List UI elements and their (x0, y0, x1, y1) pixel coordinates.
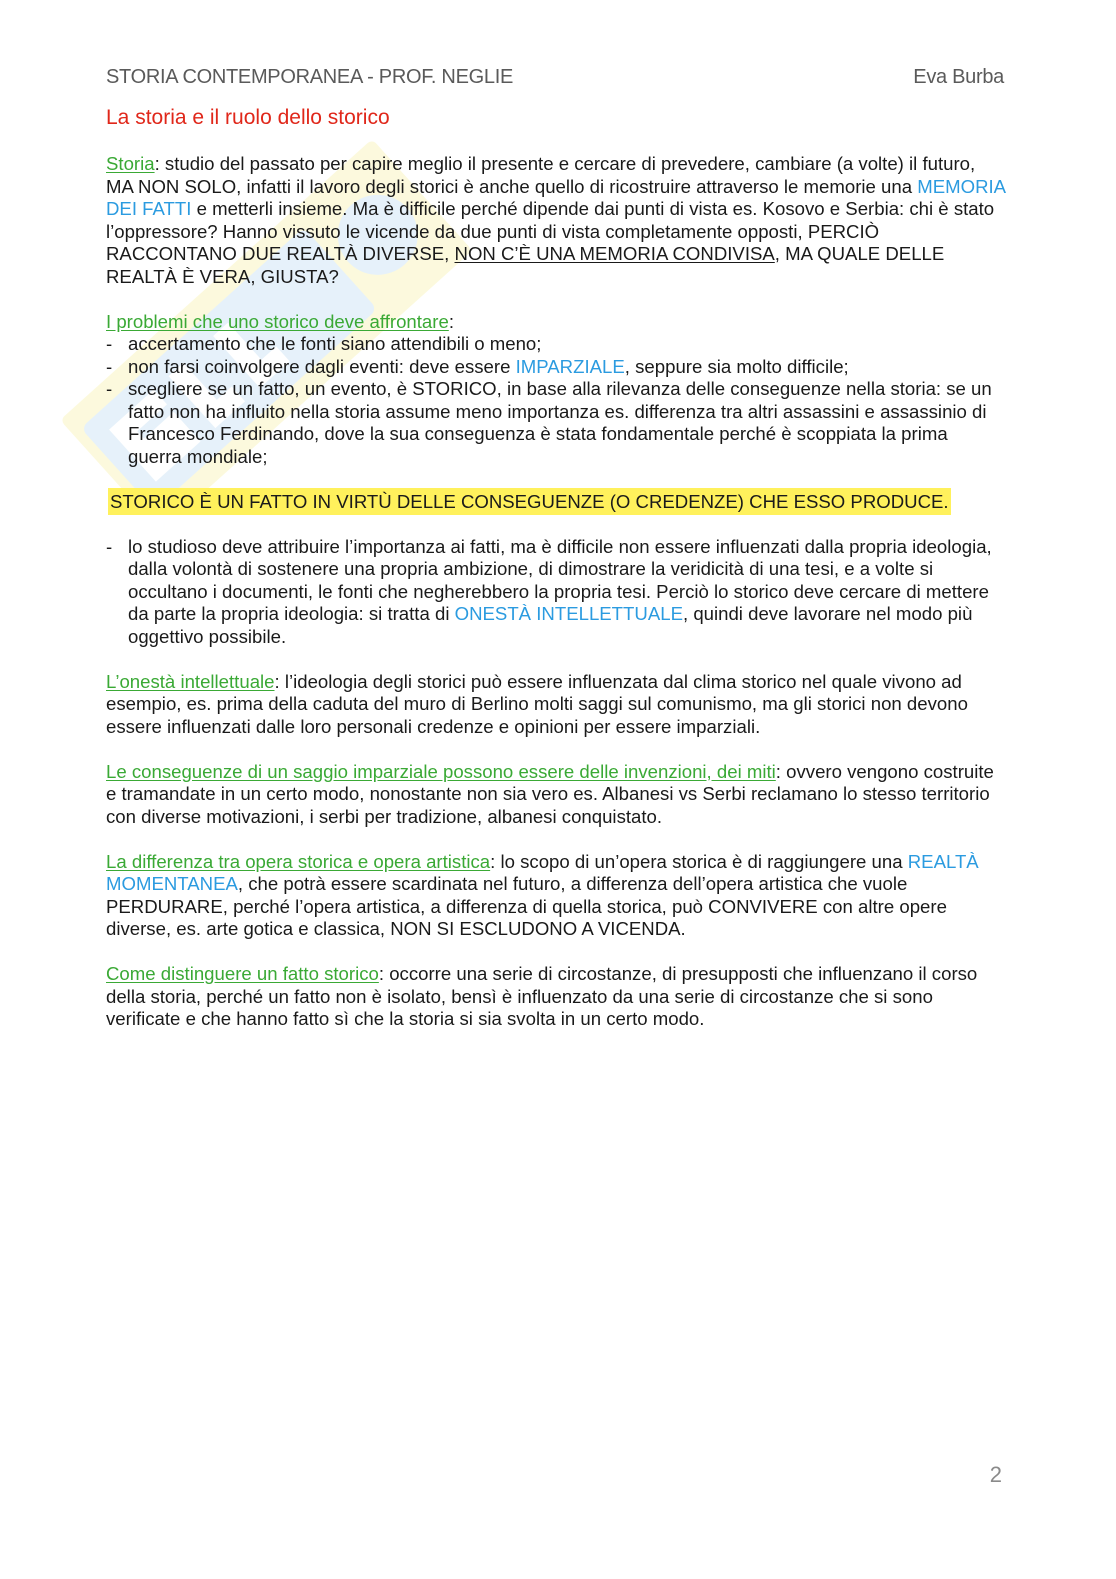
paragraph-onesta (106, 671, 1006, 739)
page-number: 2 (989, 1462, 1002, 1487)
paragraph-storia (106, 153, 1006, 288)
page-title: La storia e il ruolo dello storico (106, 106, 390, 129)
text: : lo scopo di un’opera storica è di raggiungere una (490, 850, 908, 872)
text: , quindi deve lavorare nel modo più oggettivo possibile. (128, 603, 973, 647)
header-course: STORIA CONTEMPORANEA - PROF. NEGLIE (106, 66, 513, 88)
text: e metterli insieme. Ma è difficile perché dipende dai punti di vista es. Kosovo e Serbia: chi è stato l’oppressore? Hanno vissuto le vicende da due punti di vista completamente opposti, PERCIÒ RACCONTANO DUE REALTÀ DIVERSE, (106, 198, 995, 264)
term-differenza: La differenza tra opera storica e opera artistica (106, 850, 491, 872)
highlighted-statement (106, 491, 1006, 514)
problems-list (106, 333, 1006, 468)
problems-section (106, 311, 1006, 469)
term-onesta: L’onestà intellettuale (106, 670, 275, 692)
text: : studio del passato per capire meglio il presente e cercare di prevedere, cambiare (a volte) il futuro, MA NON SOLO, infatti il lavoro degli storici è anche quello di ricostruire attraverso le memorie una (106, 153, 976, 197)
term-problemi: I problemi che uno storico deve affrontare (106, 310, 449, 332)
document-body (106, 153, 1006, 1053)
list-item (128, 536, 1006, 649)
highlight-text: STORICO È UN FATTO IN VIRTÙ DELLE CONSEGUENZE (O CREDENZE) CHE ESSO PRODUCE. (108, 488, 951, 515)
list-item: - scegliere se un fatto, un evento, è STORICO, in base alla rilevanza delle conseguenze nella storia: se un fatto non ha influito nella storia assume meno importanza es. differenza tra altri assassini e assassinio di Francesco Ferdinando, dove la sua conseguenza è stata fondamentale perché è scoppiata la prima guerra mondiale; (128, 378, 1006, 468)
header-author: Eva Burba (913, 66, 1004, 88)
list-item (128, 356, 1006, 379)
text: lo studioso deve attribuire l’importanza ai fatti, ma è difficile non essere influenzati dalla propria ideologia, dalla volontà di sostenere una propria ambizione, di dimostrare la veridicità di una tesi, e a volte si occultano i documenti, le fonti che negherebbero la propria tesi. Perciò lo storico deve cercare di mettere da parte la propria ideologia: si tratta di (128, 535, 992, 624)
text: : ovvero vengono costruite e tramandate in un certo modo, nonostante non sia vero es. Albanesi vs Serbi reclamano lo stesso territorio con diverse motivazioni, i serbi per tradizione, albanesi conquistato. (106, 760, 994, 827)
ideology-list (106, 536, 1006, 649)
blue-text: MEMORIA DEI FATTI (106, 175, 1006, 219)
blue-text: ONESTÀ INTELLETTUALE (454, 603, 683, 624)
term-conseguenze: Le conseguenze di un saggio imparziale possono essere delle invenzioni, dei miti (106, 760, 776, 782)
problems-heading (106, 311, 1006, 334)
paragraph-differenza (106, 851, 1006, 941)
term-distinguere: Come distinguere un fatto storico (106, 963, 379, 984)
paragraph-conseguenze (106, 761, 1006, 829)
underlined-text: NON C’È UNA MEMORIA CONDIVISA (454, 243, 775, 264)
text: : l’ideologia degli storici può essere influenzata dal clima storico nel quale vivono ad esempio, es. prima della caduta del muro di Berlino molti saggi sul comunismo, ma gli storici non devono essere influenzati dalle loro personali credenze e opinioni per essere imparziali. (106, 670, 968, 737)
text: non farsi coinvolgere dagli eventi: deve essere (128, 355, 516, 377)
text: , seppure sia molto difficile; (624, 355, 849, 377)
text: , MA QUALE DELLE REALTÀ È VERA, GIUSTA? (106, 243, 945, 287)
paragraph-distinguere (106, 963, 1006, 1031)
colon: : (448, 310, 454, 332)
blue-text: IMPARZIALE (515, 355, 625, 377)
term-storia: Storia (106, 153, 155, 174)
page-header (106, 66, 1004, 89)
list-item: - accertamento che le fonti siano attendibili o meno; (128, 333, 1006, 356)
text: , che potrà essere scardinata nel futuro, a differenza dell’opera artistica che vuole PERDURARE, perché l’opera artistica, a differenza di quella storica, può CONVIVERE con altre opere diverse, es. arte gotica e classica, NON SI ESCLUDONO A VICENDA. (106, 873, 947, 939)
blue-text: REALTÀ MOMENTANEA (106, 850, 979, 894)
text: : occorre una serie di circostanze, di presupposti che influenzano il corso della storia, perché un fatto non è isolato, bensì è influenzato da una serie di circostanze che si sono verificate e che hanno fatto sì che la storia si sia svolta in un certo modo. (106, 963, 978, 1029)
